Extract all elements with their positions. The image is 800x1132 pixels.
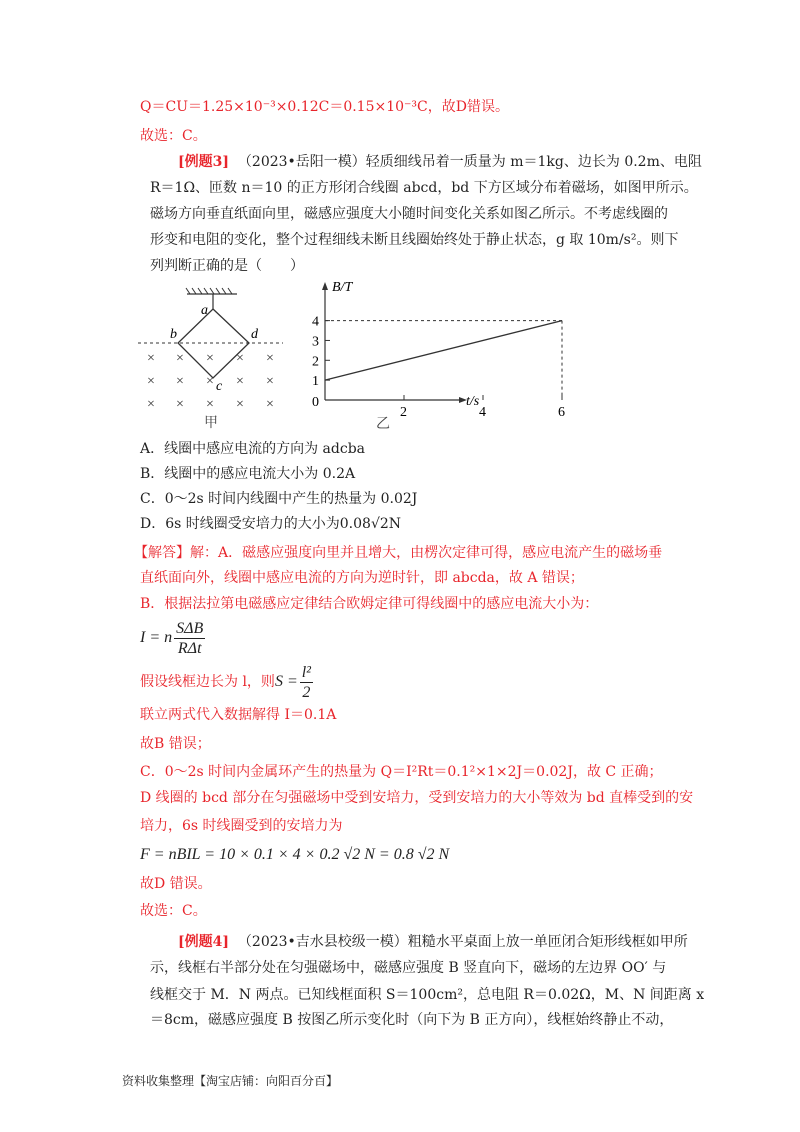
example3-line-3: 磁场方向垂直纸面向里，磁感应强度大小随时间变化关系如图乙所示。不考虑线圈的 xyxy=(150,206,668,222)
label-b: b xyxy=(170,327,177,342)
field-cross: × xyxy=(147,374,155,389)
x-tick-label: 4 xyxy=(479,405,486,420)
example4-text: （2023•吉水县校级一模）粗糙水平桌面上放一单匝闭合矩形线框如甲所 xyxy=(237,934,688,950)
field-cross: × xyxy=(176,374,184,389)
figure-jia xyxy=(138,288,283,431)
y-tick-label: 4 xyxy=(312,314,319,330)
example4-line-4: ＝8cm，磁感应强度 B 按图乙所示变化时（向下为 B 正方向），线框始终静止不动， xyxy=(150,1012,674,1028)
solution-line-3: B．根据法拉第电磁感应定律结合欧姆定律可得线圈中的感应电流大小为： xyxy=(140,596,599,612)
fraction-denominator: 2 xyxy=(302,683,311,701)
hatch-mark xyxy=(228,288,232,294)
solution-line-2: 直纸面向外，线圈中感应电流的方向为逆时针，即 abcda，故 A 错误； xyxy=(140,570,584,586)
example3-tag: [例题3] xyxy=(178,154,229,170)
d-line-1: D 线圈的 bcd 部分在匀强磁场中受到安培力，受到安培力的大小等效为 bd 直棒受到的安 xyxy=(140,790,694,806)
option-c: C．0～2s 时间内线圈中产生的热量为 0.02J xyxy=(140,491,418,507)
assume-text: 假设线框边长为 l，则 xyxy=(140,674,275,690)
label-d: d xyxy=(251,327,258,342)
field-cross: × xyxy=(176,351,184,366)
hatch-mark xyxy=(204,288,208,294)
y-axis-label: B/T xyxy=(332,280,353,295)
prev-solution-line: Q＝CU＝1.25×10⁻³×0.12C＝0.15×10⁻³C，故D错误。 xyxy=(140,99,509,115)
example4-tag: [例题4] xyxy=(178,934,229,950)
example3-line-2: R＝1Ω、匝数 n＝10 的正方形闭合线圈 abcd，bd 下方区域分布着磁场，如图甲所示。 xyxy=(150,180,698,196)
option-a: A．线圈中感应电流的方向为 adcba xyxy=(140,441,366,457)
example3-line-4: 形变和电阻的变化，整个过程细线未断且线圈始终处于静止状态，g 取 10m/s²。则下 xyxy=(150,232,679,248)
final-answer: 故选：C。 xyxy=(140,903,207,919)
example4-line-1 xyxy=(178,933,688,951)
field-marks xyxy=(147,351,274,412)
label-a: a xyxy=(201,303,208,318)
formula-current xyxy=(140,618,207,658)
origin-label: 0 xyxy=(312,395,319,410)
field-cross: × xyxy=(147,397,155,412)
b-wrong: 故B 错误； xyxy=(140,736,211,752)
option-b: B．线圈中的感应电流大小为 0.2A xyxy=(140,466,356,482)
solve-line: 联立两式代入数据解得 I＝0.1A xyxy=(140,707,337,723)
example3-line-5: 列判断正确的是（ ） xyxy=(150,258,304,274)
x-tick-label: 2 xyxy=(400,405,407,420)
field-cross: × xyxy=(206,374,214,389)
field-cross: × xyxy=(266,397,274,412)
d-wrong: 故D 错误。 xyxy=(140,876,212,892)
ceiling-hatch xyxy=(186,288,232,294)
y-tick-label: 2 xyxy=(312,354,319,370)
field-cross: × xyxy=(206,397,214,412)
field-cross: × xyxy=(266,374,274,389)
hatch-mark xyxy=(222,288,226,294)
solution-line-1: 【解答】解：A．磁感应强度向里并且增大，由楞次定律可得，感应电流产生的磁场垂 xyxy=(134,545,663,561)
hatch-mark xyxy=(186,288,190,294)
x-axis-label: t/s xyxy=(466,394,480,409)
d-line-2: 培力，6s 时线圈受到的安培力为 xyxy=(140,818,343,834)
y-tick-label: 3 xyxy=(312,334,319,350)
caption-jia: 甲 xyxy=(204,416,218,431)
hatch-mark xyxy=(210,288,214,294)
label-c: c xyxy=(216,379,223,394)
footer: 资料收集整理【淘宝店铺：向阳百分百】 xyxy=(122,1074,339,1088)
chart-yi xyxy=(312,280,565,432)
figure xyxy=(0,0,800,440)
example3-text: （2023•岳阳一模）轻质细线吊着一质量为 m＝1kg、边长为 0.2m、电阻 xyxy=(237,154,702,170)
c-line: C．0～2s 时间内金属环产生的热量为 Q＝I²Rt＝0.1²×1×2J＝0.02J，故 C 正确； xyxy=(140,764,663,780)
caption-yi: 乙 xyxy=(376,417,390,432)
formula-s-lhs: S = xyxy=(274,673,298,690)
field-cross: × xyxy=(266,351,274,366)
hatch-mark xyxy=(192,288,196,294)
fraction-numerator: SΔB xyxy=(176,619,204,637)
field-cross: × xyxy=(236,351,244,366)
y-tick-label: 1 xyxy=(312,374,319,390)
fraction-numerator: l² xyxy=(301,663,311,681)
assume-line xyxy=(140,662,315,702)
x-tick-label: 6 xyxy=(558,405,565,420)
hatch-mark xyxy=(216,288,220,294)
field-cross: × xyxy=(147,351,155,366)
field-cross: × xyxy=(236,397,244,412)
formula-force: F = nBIL = 10 × 0.1 × 4 × 0.2 √2 N = 0.8 √2 N xyxy=(140,846,450,863)
fraction-denominator: RΔt xyxy=(177,639,202,657)
y-axis-arrow xyxy=(322,282,328,290)
option-d: D．6s 时线圈受安培力的大小为0.08√2N xyxy=(140,516,402,532)
formula-lhs: I = n xyxy=(140,629,173,646)
field-cross: × xyxy=(206,351,214,366)
field-cross: × xyxy=(176,397,184,412)
example4-line-2: 示，线框右半部分处在匀强磁场中，磁感应强度 B 竖直向下，磁场的左边界 OO′ 与 xyxy=(150,960,667,976)
field-cross: × xyxy=(236,374,244,389)
prev-answer: 故选：C。 xyxy=(140,128,207,144)
hatch-mark xyxy=(198,288,202,294)
example4-line-3: 线框交于 M．N 两点。已知线框面积 S＝100cm²，总电阻 R＝0.02Ω，M、N 间距离 x xyxy=(150,987,705,1003)
series-line-B xyxy=(325,321,562,381)
